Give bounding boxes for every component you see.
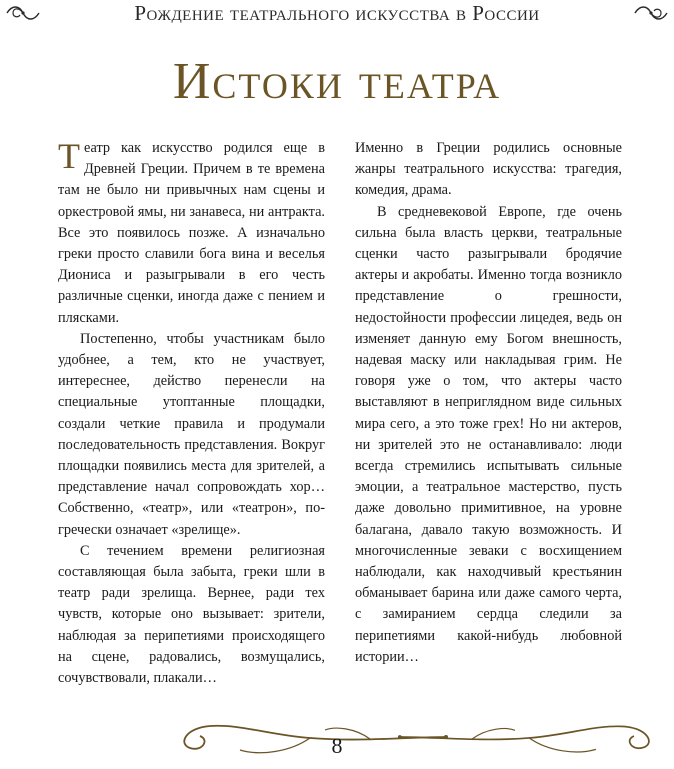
text-column-right <box>355 138 622 668</box>
page-number: 8 <box>331 733 343 758</box>
swirl-ornament-icon <box>396 712 672 762</box>
text-column-left <box>58 138 325 689</box>
paragraph-text: еатр как искусство родился еще в Древней Греции. Причем в те времена там не было ни привычных нам сцены и оркестровой ямы, ни занавеса, ни антракта. Все это появилось позже. А изначально греки просто славили бога вина и веселья Диониса и разыгрывали в его честь различные сценки, иногда даже с пением и плясками. <box>58 140 325 326</box>
paragraph: С течением времени религиозная составляющая была забыта, греки шли в театр ради зрелища. Вернее, ради тех чувств, которые оно вызывает: зрители, наблюдая за перипетиями происходящего на сцене, радовались, возмущались, сочувствовали, плакали… <box>58 542 325 687</box>
chapter-title: Истоки театра <box>172 53 502 110</box>
running-title: Рождение театрального искусства в России <box>134 1 540 25</box>
paragraph: В средневековой Европе, где очень сильна была власть церкви, театральные сценки часто разыгрывали бродячие актеры и акробаты. Именно тогда возникло представление о грешности, недостойности профессии лицедея, ведь он изменяет данную ему Богом внешность, надевая маску или накладывая грим. Не говоря уже о том, что актеры часто выставляют в неприглядном виде сильных мира сего, а это тоже грех! Но ни актеров, ни зрителей это не останавливало: люди всегда стремились испытывать сильные эмоции, а театральное мастерство, пусть даже довольно примитивное, на уровне балагана, давало такую возможность. И многочисленные зеваки с восхищением наблюдали, как находчивый крестьянин обманывает барина или даже самого черта, с замиранием сердца следили за перипетиями какой-нибудь любовной истории… <box>355 203 622 665</box>
paragraph <box>58 138 325 329</box>
paragraph: Именно в Греции родились основные жанры театрального искусства: трагедия, комедия, драма. <box>355 140 622 199</box>
paragraph: Постепенно, чтобы участникам было удобнее, а тем, кто не участвует, интереснее, действо перенесли на специальные утоптанные площадки, создали четкие правила и продумали последовательность представления. Вокруг площадки появились места для зрителей, а представление начал сопровождать хор… Собственно, «театр», или «театрон», по-гречески означает «зрелище». <box>58 330 325 538</box>
page-header <box>0 0 674 28</box>
drop-cap: Т <box>58 136 80 176</box>
flourish-ornament-icon <box>632 2 670 24</box>
